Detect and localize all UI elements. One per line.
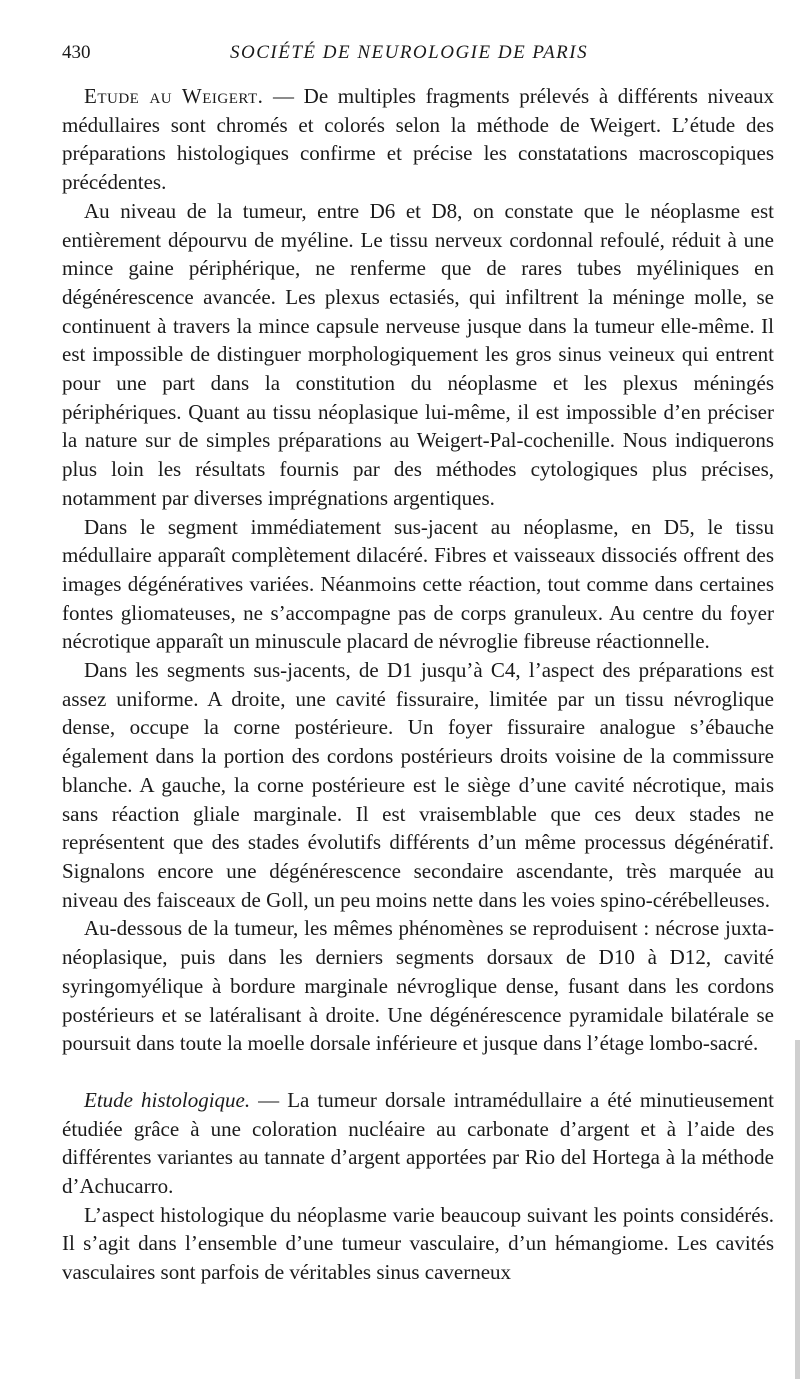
paragraph-text: Dans le segment immédiatement sus-jacent au néoplasme, en D5, le tissu médullaire apparaît complètement dilacéré. Fibres et vaisseaux dissociés offrent des images dégénératives variées. Néanmoins cette réaction, tout comme dans certaines fontes gliomateuses, ne s’accompagne pas de corps granuleux. Au centre du foyer nécrotique apparaît un minuscule placard de névroglie fibreuse réactionnelle. [62,514,774,654]
section-lead: Etude histologique. [84,1087,251,1112]
paragraph-histology-aspect [62,1201,774,1287]
paragraph-text: — La tumeur dorsale intramédullaire a été minutieusement étudiée grâce à une coloration nucléaire au carbonate d’argent et à l’aide des différentes variantes au tannate d’argent apportées par Rio del Hortega à la méthode d’Achucarro. [62,1087,774,1199]
paragraph-tumor-level [62,197,774,513]
page-header [62,38,762,68]
paragraph-upper-segment [62,513,774,657]
page-number: 430 [62,42,91,63]
paragraph-text: Au niveau de la tumeur, entre D6 et D8, on constate que le néoplasme est entièrement dépourvu de myéline. Le tissu nerveux cordonnal refoulé, réduit à une mince gaine périphérique, ne renferme que de rares tubes myéliniques en dégénérescence avancée. Les plexus ectasiés, qui infiltrent la méninge molle, se continuent à travers la mince capsule nerveuse jusque dans la tumeur elle-même. Il est impossible de distinguer morphologiquement les gros sinus veineux qui entrent pour une part dans la constitution du néoplasme et les plexus méningés périphériques. Quant au tissu néoplasique lui-même, il est impossible d’en préciser la nature sur de simples préparations au Weigert-Pal-cochenille. Nous indiquerons plus loin les résultats fournis par des méthodes cytologiques plus précises, notamment par diverses imprégnations argentiques. [62,198,774,510]
paragraph-text: Dans les segments sus-jacents, de D1 jusqu’à C4, l’aspect des préparations est assez uniforme. A droite, une cavité fissuraire, limitée par un tissu névroglique dense, occupe la corne postérieure. Un foyer fissuraire analogue s’ébauche également dans la portion des cordons postérieurs droits voisine de la commissure blanche. A gauche, la corne postérieure est le siège d’une cavité nécrotique, mais sans réaction gliale marginale. Il est vraisemblable que ces deux stades ne représentent que des stades évolutifs différents d’un même processus dégénératif. Signalons encore une dégénérescence secondaire ascendante, très marquée au niveau des faisceaux de Goll, un peu moins nette dans les voies spino-cérébelleuses. [62,658,774,912]
paragraph-overlying-segments [62,656,774,914]
running-title: SOCIÉTÉ DE NEUROLOGIE DE PARIS [230,42,589,63]
page-edge-shadow [795,1040,800,1379]
paragraph-below-tumor [62,914,774,1058]
paragraph-text: — De multiples fragments prélevés à différents niveaux médullaires sont chromés et colorés selon la méthode de Weigert. L’étude des préparations histologiques confirme et précise les constatations macroscopiques précédentes. [62,84,775,195]
body-text [62,82,774,1287]
paragraph-histology [62,1086,774,1201]
paragraph-text: Au-dessous de la tumeur, les mêmes phénomènes se reproduisent : nécrose juxta-néoplasique, puis dans les derniers segments dorsaux de D10 à D12, cavité syringomyélique à bordure marginale névroglique dense, fusant dans les cordons postérieurs et se latéralisant à droite. Une dégénérescence pyramidale bilatérale se poursuit dans toute la moelle dorsale inférieure et jusque dans l’étage lombo-sacré. [62,916,774,1056]
paragraph-weigert-study [62,82,774,197]
section-lead: Etude au Weigert. [84,84,264,108]
paragraph-text: L’aspect histologique du néoplasme varie beaucoup suivant les points considérés. Il s’agit dans l’ensemble d’une tumeur vasculaire, d’un hémangiome. Les cavités vasculaires sont parfois de véritables sinus caverneux [62,1202,774,1285]
